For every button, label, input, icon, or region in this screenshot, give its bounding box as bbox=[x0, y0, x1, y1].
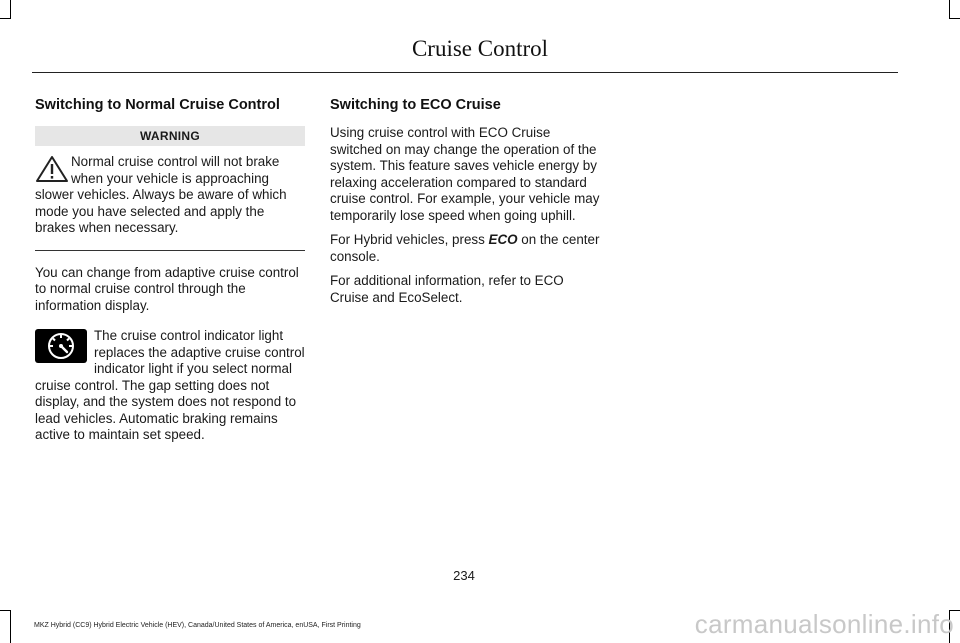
page-number: 234 bbox=[453, 568, 475, 583]
paragraph-additional-info: For additional information, refer to ECO Cruise and EcoSelect. bbox=[330, 273, 564, 305]
crop-mark bbox=[0, 18, 11, 19]
warning-divider bbox=[35, 250, 305, 251]
cruise-control-indicator-icon bbox=[35, 329, 87, 363]
eco-prefix: For Hybrid vehicles, press bbox=[330, 232, 489, 247]
crop-mark bbox=[949, 0, 950, 18]
warning-body bbox=[35, 154, 305, 237]
warning-text: Normal cruise control will not brake when your vehicle is approaching slower vehicles. Always be aware of which mode you have selected and apply the brakes when necessary. bbox=[35, 154, 287, 235]
crop-mark bbox=[0, 610, 11, 611]
eco-suffix: on the center console. bbox=[330, 232, 600, 264]
paragraph-indicator: The cruise control indicator light replaces the adaptive cruise control indicator light if you select normal cruise control. The gap setting does not display, and the system does not respond to lead vehicles. Automatic braking remains active to maintain set speed. bbox=[35, 328, 305, 442]
warning-label: WARNING bbox=[35, 126, 305, 146]
title-divider bbox=[32, 72, 898, 73]
section-heading-eco-cruise: Switching to ECO Cruise bbox=[330, 97, 501, 113]
eco-button-label: ECO bbox=[488, 232, 518, 247]
paragraph-change-mode: You can change from adaptive cruise control to normal cruise control through the information display. bbox=[35, 264, 299, 313]
crop-mark bbox=[10, 610, 11, 643]
paragraph-eco-button bbox=[330, 232, 602, 265]
left-column bbox=[35, 96, 305, 444]
section-heading-normal-cruise: Switching to Normal Cruise Control bbox=[35, 97, 280, 113]
indicator-block bbox=[35, 328, 305, 444]
page-title: Cruise Control bbox=[411, 36, 549, 61]
warning-box bbox=[35, 126, 305, 251]
crop-mark bbox=[949, 18, 960, 19]
warning-triangle-icon bbox=[35, 155, 69, 183]
right-column bbox=[330, 96, 602, 306]
footer-text: MKZ Hybrid (CC9) Hybrid Electric Vehicle (HEV), Canada/United States of America, enUSA, First Printing bbox=[34, 622, 361, 629]
watermark: carmanualsonline.info bbox=[694, 609, 954, 639]
crop-mark bbox=[10, 0, 11, 18]
paragraph-eco-operation: Using cruise control with ECO Cruise switched on may change the operation of the system. This feature saves vehicle energy by relaxing acceleration compared to standard cruise control. For example, your vehicle may temporarily lose speed when going uphill. bbox=[330, 125, 600, 223]
